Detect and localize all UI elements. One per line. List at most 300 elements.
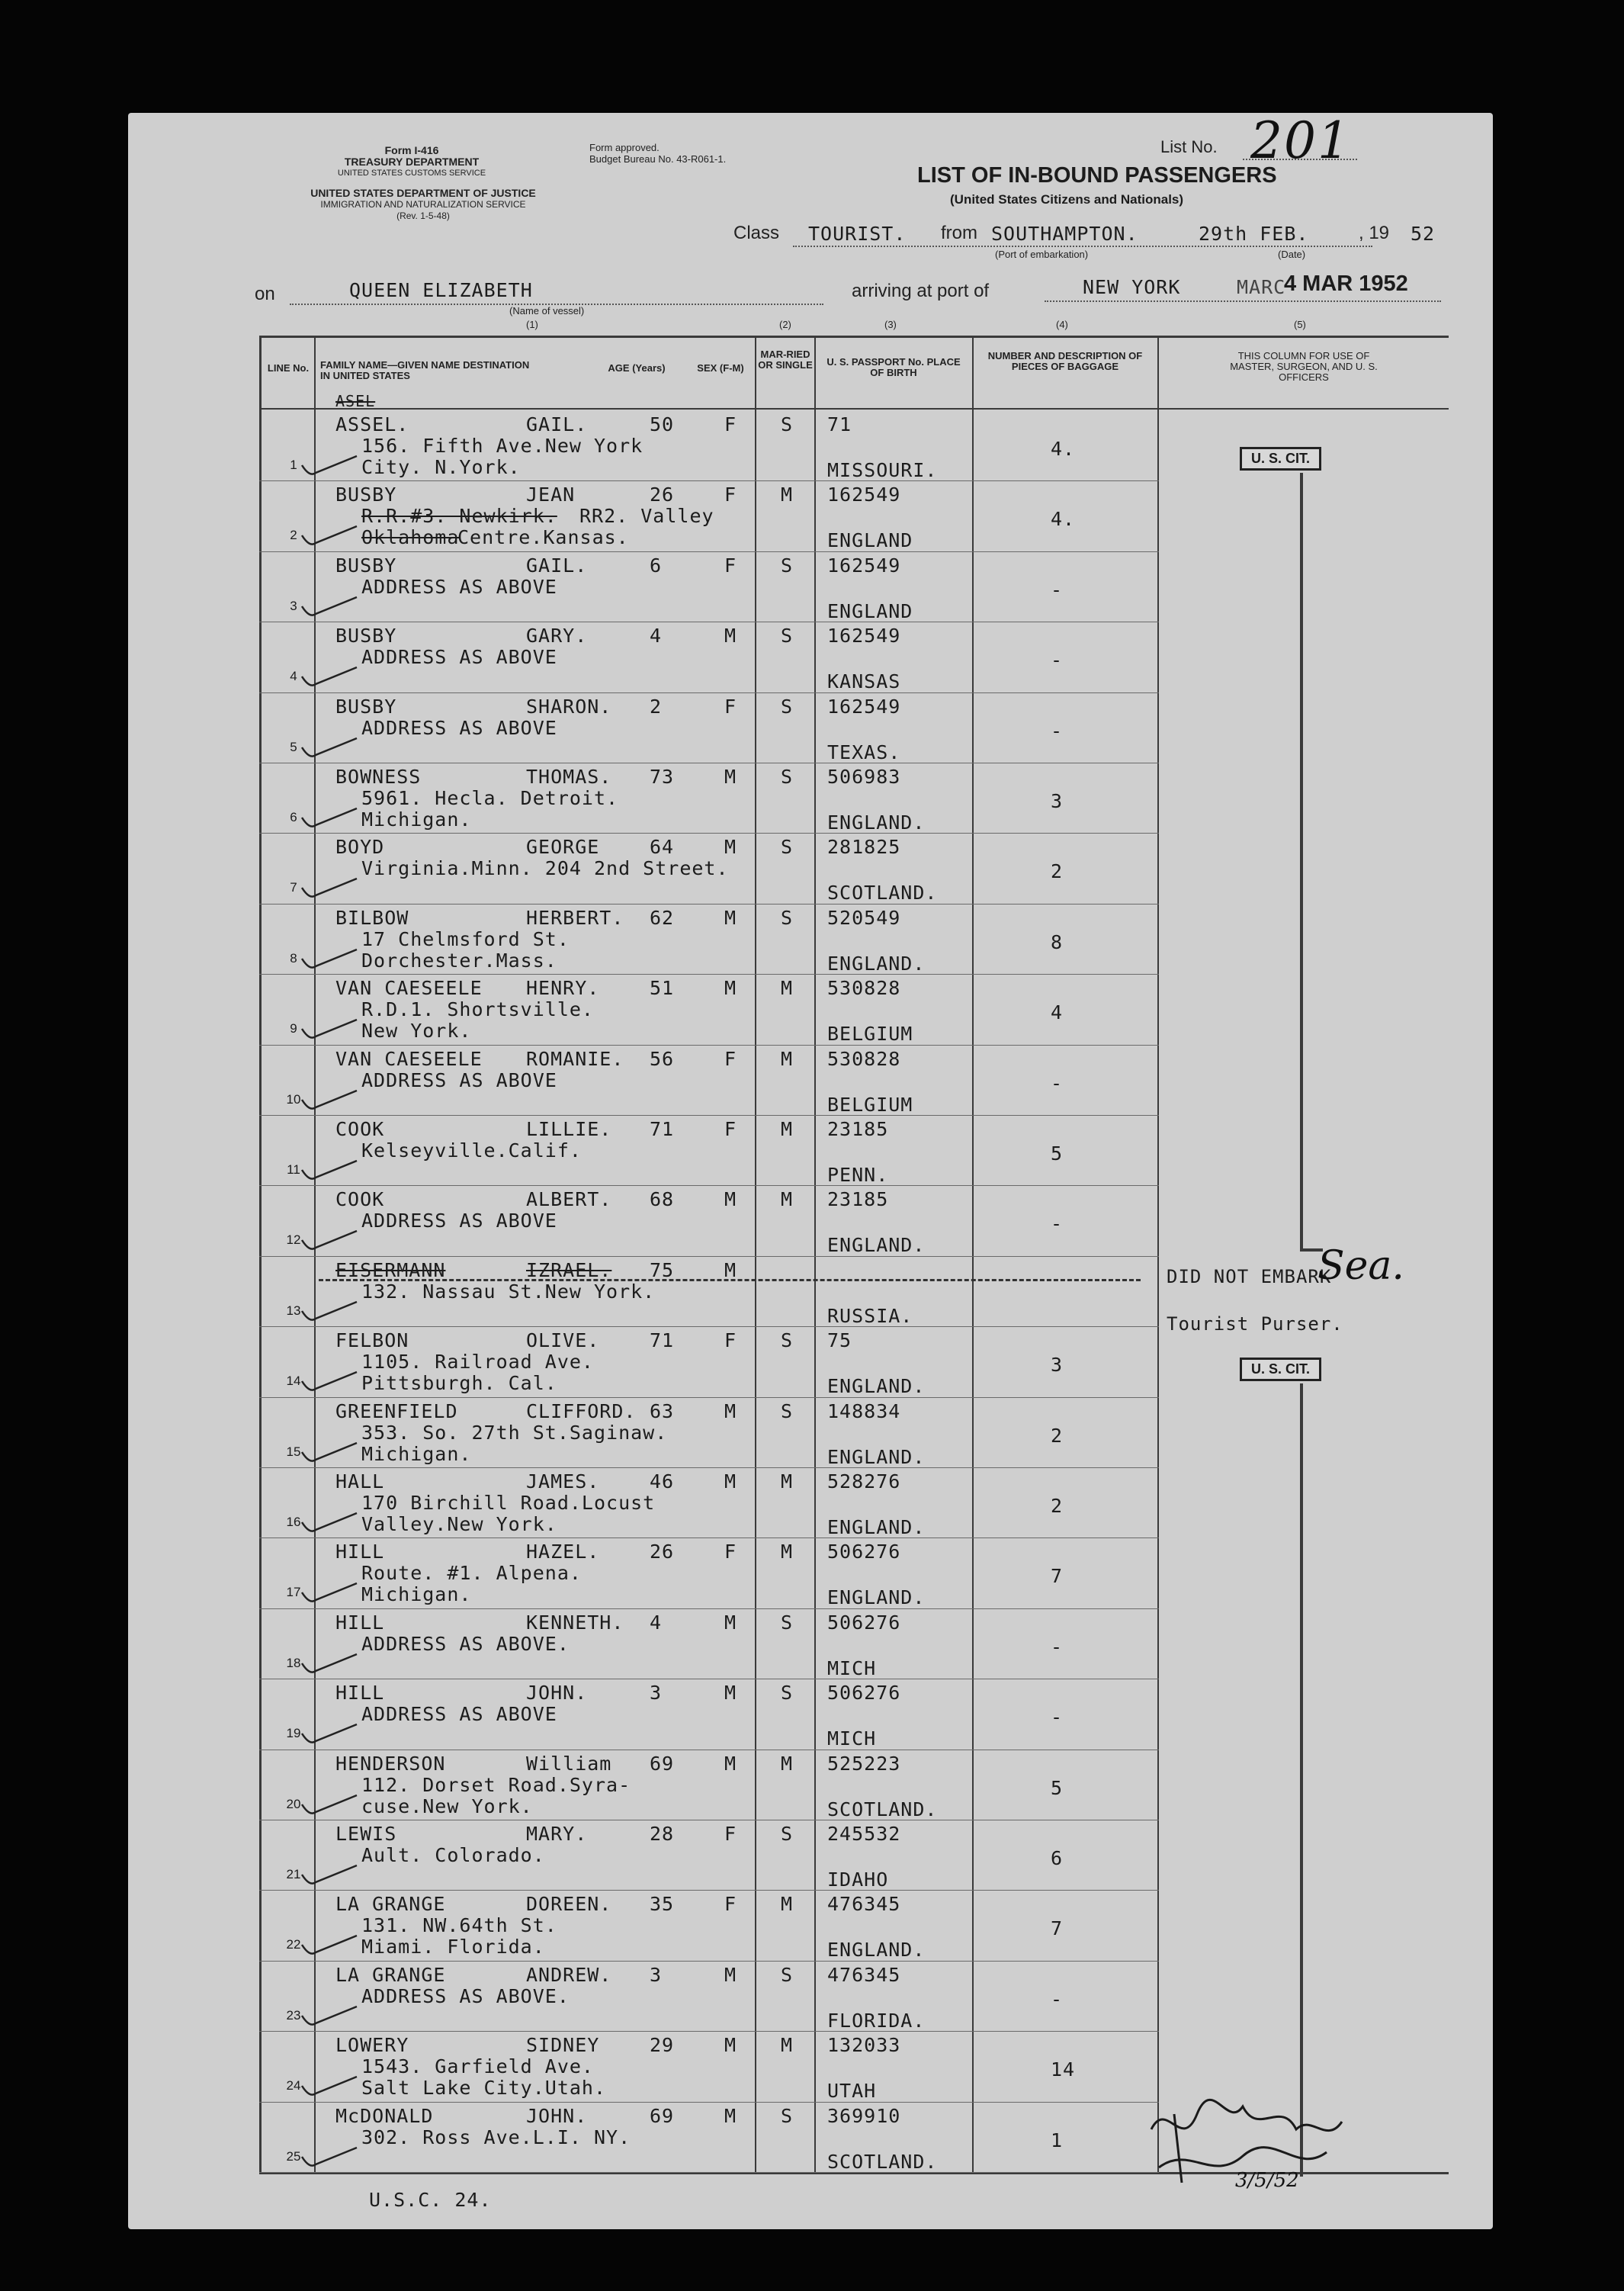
family-name: BUSBY [335, 695, 397, 718]
us-citizen-stamp-2: U. S. CIT. [1240, 1358, 1321, 1381]
line-number: 13 [286, 1303, 301, 1318]
row-rule [259, 1185, 1159, 1186]
family-name: VAN CAESEELE [335, 977, 483, 1000]
sex: M [724, 2034, 737, 2057]
address-line-1: 170 Birchill Road.Locust [361, 1492, 656, 1514]
check-mark-icon [299, 1720, 360, 1750]
age: 75 [650, 1258, 675, 1281]
list-no-line [1243, 159, 1357, 160]
bleed-through-text [1144, 1594, 1148, 1616]
passport-number: 162549 [827, 484, 901, 506]
line-number: 20 [286, 1796, 301, 1811]
place-of-birth: BELGIUM [827, 1023, 913, 1046]
age: 2 [650, 695, 663, 718]
address-line-1: ADDRESS AS ABOVE [361, 646, 557, 669]
check-mark-icon [299, 1791, 360, 1821]
baggage-count: - [1051, 1635, 1064, 1658]
family-name: LEWIS [335, 1823, 397, 1845]
place-of-birth: SCOTLAND. [827, 2150, 938, 2173]
place-of-birth: MICH [827, 1727, 877, 1750]
line-number: 4 [290, 669, 297, 684]
port-caption: (Port of embarkation) [995, 249, 1089, 260]
age: 28 [650, 1823, 675, 1845]
age: 64 [650, 836, 675, 859]
baggage-count: - [1051, 1213, 1064, 1235]
form-id: Form I-416 [384, 144, 439, 156]
class-line [793, 246, 1372, 247]
address-line-1: ADDRESS AS ABOVE. [361, 1984, 570, 2007]
document-title: LIST OF IN-BOUND PASSENGERS [917, 163, 1277, 188]
passport-number: 132033 [827, 2034, 901, 2057]
check-mark-icon [299, 2143, 360, 2174]
family-name: HALL [335, 1470, 385, 1493]
baggage-count: 4 [1051, 1001, 1064, 1024]
line-number: 21 [286, 1867, 301, 1881]
place-of-birth: RUSSIA. [827, 1304, 913, 1327]
marital-status: S [781, 836, 794, 859]
given-name: DOREEN. [526, 1893, 612, 1916]
form-approval [589, 142, 726, 165]
line-number: 8 [290, 950, 297, 966]
baggage-count: 7 [1051, 1565, 1064, 1588]
baggage-count: - [1051, 578, 1064, 601]
check-mark-icon [299, 1509, 360, 1539]
passport-number: 75 [827, 1329, 852, 1352]
baggage-count: 5 [1051, 1776, 1064, 1799]
given-name: SHARON. [526, 695, 612, 718]
check-mark-icon [299, 1861, 360, 1891]
struck-address: Oklahoma [361, 526, 460, 549]
age: 26 [650, 484, 675, 506]
address-line-2: Michigan. [361, 808, 472, 831]
row-rule [259, 1467, 1159, 1468]
arrival-month: MARC [1237, 276, 1286, 298]
marital-status: M [781, 1047, 794, 1070]
place-of-birth: TEXAS. [827, 741, 901, 763]
marital-status: S [781, 1611, 794, 1634]
marital-status: M [781, 1541, 794, 1563]
baggage-count: 2 [1051, 1424, 1064, 1447]
form-header-justice [252, 188, 595, 222]
line-number: 2 [290, 528, 297, 543]
baggage-count: 4. [1051, 438, 1076, 460]
check-mark-icon [299, 1226, 360, 1257]
struck-address: R.R.#3. Newkirk. [361, 505, 557, 528]
marital-status: M [781, 1752, 794, 1775]
vessel-name: QUEEN ELIZABETH [349, 279, 533, 301]
place-of-birth: UTAH [827, 2080, 877, 2103]
row-rule [259, 551, 1159, 552]
sex: M [724, 1682, 737, 1705]
tourist-purser-note: Tourist Purser. [1167, 1313, 1343, 1335]
passport-number: 23185 [827, 1188, 889, 1211]
address-line-1: ADDRESS AS ABOVE [361, 1703, 557, 1726]
marital-status: S [781, 1399, 794, 1422]
baggage-count: - [1051, 649, 1064, 672]
baggage-count: 2 [1051, 1495, 1064, 1517]
address-line-2: Michigan. [361, 1442, 472, 1465]
row-rule [259, 1045, 1159, 1046]
family-name: BUSBY [335, 554, 397, 577]
age: 71 [650, 1329, 675, 1352]
family-name: HILL [335, 1682, 385, 1705]
row-rule [259, 1890, 1159, 1891]
passport-number: 476345 [827, 1963, 901, 1986]
arriving-label: arriving at port of [852, 281, 990, 301]
check-mark-icon [299, 1367, 360, 1398]
check-mark-icon [299, 1931, 360, 1962]
sex: F [724, 695, 737, 718]
baggage-count: 2 [1051, 860, 1064, 883]
marital-status: S [781, 1963, 794, 1986]
place-of-birth: ENGLAND. [827, 1939, 926, 1962]
age: 6 [650, 554, 663, 577]
line-number: 7 [290, 880, 297, 895]
passport-number: 71 [827, 413, 852, 435]
customs-service: UNITED STATES CUSTOMS SERVICE [337, 169, 486, 178]
vessel-col-num: (1) [526, 319, 538, 330]
col-header-sex: SEX (F-M) [697, 362, 744, 374]
class-label: Class [733, 223, 780, 243]
baggage-count: - [1051, 1706, 1064, 1729]
did-not-embark-note: DID NOT EMBARK [1167, 1266, 1332, 1287]
line-number: 9 [290, 1021, 297, 1036]
check-mark-icon [299, 663, 360, 693]
sex: M [724, 1188, 737, 1211]
family-name: GREENFIELD [335, 1399, 458, 1422]
check-mark-icon [299, 1297, 360, 1328]
check-mark-icon [299, 1086, 360, 1117]
address-line-1: Route. #1. Alpena. [361, 1562, 582, 1585]
ins-service: IMMIGRATION AND NATURALIZATION SERVICE [320, 199, 526, 210]
marital-status: S [781, 1682, 794, 1705]
list-no-value: 201 [1250, 111, 1351, 170]
age: 73 [650, 766, 675, 788]
family-name: LA GRANGE [335, 1893, 446, 1916]
sex: F [724, 484, 737, 506]
place-of-birth: PENN. [827, 1164, 889, 1186]
marital-status: S [781, 625, 794, 647]
passport-number: 530828 [827, 977, 901, 1000]
sex: F [724, 1047, 737, 1070]
baggage-count: 5 [1051, 1142, 1064, 1165]
passport-number: 506983 [827, 766, 901, 788]
year-prefix: , 19 [1359, 223, 1390, 243]
row-rule [259, 1397, 1159, 1398]
check-mark-icon [299, 522, 360, 552]
col-header-line-no: LINE No. [267, 362, 310, 374]
port-of-embarkation: SOUTHAMPTON. [991, 223, 1138, 245]
row-rule [259, 2172, 1159, 2173]
passport-number: 162549 [827, 695, 901, 718]
given-name: GEORGE [526, 836, 600, 859]
on-label: on [255, 284, 275, 304]
struck-name: ASEL [335, 392, 376, 410]
sex: F [724, 1541, 737, 1563]
check-mark-icon [299, 593, 360, 623]
line-number: 11 [287, 1162, 300, 1177]
budget-bureau: Budget Bureau No. 43-R061-1. [589, 153, 727, 165]
place-of-birth: SCOTLAND. [827, 882, 938, 905]
col-num-4: (4) [1056, 319, 1068, 330]
passport-number: 530828 [827, 1047, 901, 1070]
family-name: FELBON [335, 1329, 409, 1352]
row-rule [259, 1326, 1159, 1327]
given-name: William [526, 1752, 612, 1775]
col-rule [814, 336, 816, 2174]
line-number: 23 [286, 2007, 301, 2023]
address-line-1: 302. Ross Ave.L.I. NY. [361, 2126, 631, 2148]
marital-status: S [781, 1329, 794, 1352]
address-line-1: 112. Dorset Road.Syra- [361, 1773, 631, 1796]
line-number: 6 [290, 810, 297, 824]
age: 4 [650, 625, 663, 647]
handwritten-initials: Sea. [1317, 1243, 1404, 1289]
baggage-count: 1 [1051, 2129, 1064, 2151]
baggage-count: - [1051, 1072, 1064, 1094]
age: 35 [650, 1893, 675, 1916]
check-mark-icon [299, 945, 360, 975]
age: 29 [650, 2034, 675, 2057]
line-number: 3 [290, 598, 297, 613]
passport-number: 281825 [827, 836, 901, 859]
given-name: IZRAEL. [526, 1258, 612, 1281]
place-of-birth: FLORIDA. [827, 2009, 926, 2032]
passport-number: 162549 [827, 554, 901, 577]
age: 71 [650, 1118, 675, 1140]
form-header-left [320, 145, 503, 179]
given-name: HAZEL. [526, 1541, 600, 1563]
sex: M [724, 625, 737, 647]
family-name: BUSBY [335, 625, 397, 647]
footer-code: U.S.C. 24. [369, 2189, 492, 2211]
check-mark-icon [299, 1650, 360, 1680]
given-name: HENRY. [526, 977, 600, 1000]
table-header-rule [259, 408, 1449, 410]
check-mark-icon [299, 804, 360, 834]
from-label: from [941, 223, 977, 243]
date-caption: (Date) [1278, 249, 1306, 260]
line-number: 18 [286, 1655, 301, 1670]
address-line-2: Dorchester.Mass. [361, 949, 557, 972]
table-left-rule [259, 336, 262, 2174]
line-number: 25 [286, 2148, 301, 2164]
list-no-label: List No. [1160, 137, 1218, 156]
marital-status: M [781, 1893, 794, 1916]
family-name: EISERMANN [335, 1258, 446, 1281]
line-number: 24 [286, 2078, 301, 2093]
address-line-1: ADDRESS AS ABOVE [361, 575, 557, 598]
row-rule [259, 974, 1159, 975]
col-rule [1157, 336, 1159, 2174]
row-rule [259, 1608, 1159, 1609]
year-value: 52 [1411, 223, 1436, 245]
check-mark-icon [299, 2072, 360, 2103]
family-name: COOK [335, 1188, 385, 1211]
sex: F [724, 1823, 737, 1845]
address-line-2: Michigan. [361, 1583, 472, 1606]
sex: M [724, 1963, 737, 1986]
place-of-birth: ENGLAND. [827, 1375, 926, 1398]
age: 50 [650, 413, 675, 435]
address-line-2: Centre.Kansas. [457, 526, 629, 549]
line-number: 19 [286, 1726, 301, 1741]
col-num-3: (3) [884, 319, 897, 330]
row-rule [259, 1256, 1159, 1257]
col-header-age: AGE (Years) [608, 362, 666, 374]
marital-status: S [781, 695, 794, 718]
given-name: ALBERT. [526, 1188, 612, 1211]
marital-status: S [781, 2104, 794, 2127]
address-line-1: ADDRESS AS ABOVE [361, 716, 557, 739]
col-header-baggage: NUMBER AND DESCRIPTION OF PIECES OF BAGGAGE [987, 350, 1143, 372]
given-name: JOHN. [526, 2104, 588, 2127]
address-line-1: RR2. Valley [579, 505, 714, 528]
baggage-count: 14 [1051, 2058, 1076, 2081]
passport-number: 506276 [827, 1541, 901, 1563]
arrival-line [1045, 300, 1441, 302]
col-header-officers: THIS COLUMN FOR USE OF MASTER, SURGEON, AND U. S. OFFICERS [1230, 350, 1378, 383]
check-mark-icon [299, 1015, 360, 1046]
baggage-count: 6 [1051, 1847, 1064, 1869]
marital-status: M [781, 2034, 794, 2057]
marital-status: M [781, 484, 794, 506]
marital-status: M [781, 1470, 794, 1493]
place-of-birth: ENGLAND. [827, 1445, 926, 1468]
place-of-birth: ENGLAND [827, 599, 913, 622]
age: 69 [650, 1752, 675, 1775]
address-line-1: 1543. Garfield Ave. [361, 2055, 594, 2078]
place-of-birth: ENGLAND. [827, 952, 926, 975]
address-line-2: City. N.York. [361, 456, 521, 478]
age: 3 [650, 1682, 663, 1705]
marital-status: S [781, 906, 794, 929]
sex: M [724, 766, 737, 788]
address-line-2: Miami. Florida. [361, 1936, 545, 1958]
marital-status: S [781, 554, 794, 577]
line-number: 15 [286, 1444, 301, 1459]
check-mark-icon [299, 1156, 360, 1187]
family-name: VAN CAESEELE [335, 1047, 483, 1070]
check-mark-icon [299, 1579, 360, 1609]
class-value: TOURIST. [808, 223, 907, 245]
family-name: HILL [335, 1541, 385, 1563]
family-name: ASSEL. [335, 413, 409, 435]
row-rule [259, 833, 1159, 834]
given-name: JAMES. [526, 1470, 600, 1493]
bracket-line-2 [1300, 1383, 1303, 2177]
sex: M [724, 906, 737, 929]
age: 68 [650, 1188, 675, 1211]
given-name: JEAN [526, 484, 576, 506]
document-subtitle: (United States Citizens and Nationals) [950, 192, 1184, 207]
arrival-port: NEW YORK [1083, 276, 1181, 298]
marital-status: M [781, 1118, 794, 1140]
sex: M [724, 836, 737, 859]
passport-number: 528276 [827, 1470, 901, 1493]
line-number: 10 [286, 1091, 301, 1107]
address-line-2: Valley.New York. [361, 1513, 557, 1535]
family-name: BUSBY [335, 484, 397, 506]
given-name: JOHN. [526, 1682, 588, 1705]
check-mark-icon [299, 874, 360, 905]
line-number: 12 [286, 1232, 301, 1248]
family-name: BOYD [335, 836, 385, 859]
given-name: ANDREW. [526, 1963, 612, 1986]
sex: F [724, 1329, 737, 1352]
age: 3 [650, 1963, 663, 1986]
place-of-birth: ENGLAND. [827, 1586, 926, 1609]
sex: M [724, 1611, 737, 1634]
age: 26 [650, 1541, 675, 1563]
given-name: MARY. [526, 1823, 588, 1845]
line-number: 5 [290, 739, 297, 754]
age: 4 [650, 1611, 663, 1634]
table-top-rule [259, 336, 1449, 338]
passport-number: 23185 [827, 1118, 889, 1140]
family-name: HILL [335, 1611, 385, 1634]
address-line-1: 132. Nassau St.New York. [361, 1280, 656, 1303]
sex: M [724, 1752, 737, 1775]
place-of-birth: BELGIUM [827, 1093, 913, 1116]
family-name: McDONALD [335, 2104, 434, 2127]
sex: M [724, 1399, 737, 1422]
baggage-count: 7 [1051, 1917, 1064, 1940]
sex: F [724, 413, 737, 435]
age: 69 [650, 2104, 675, 2127]
col-header-married: MAR-RIED OR SINGLE [758, 349, 813, 371]
row-rule [259, 904, 1159, 905]
justice-dept: UNITED STATES DEPARTMENT OF JUSTICE [310, 187, 536, 199]
address-line-1: 131. NW.64th St. [361, 1914, 557, 1937]
treasury-dept: TREASURY DEPARTMENT [344, 156, 480, 168]
marital-status: M [781, 977, 794, 1000]
given-name: OLIVE. [526, 1329, 600, 1352]
age: 62 [650, 906, 675, 929]
check-mark-icon [299, 451, 360, 482]
signature-date: 3/5/52 [1235, 2169, 1299, 2192]
marital-status: S [781, 766, 794, 788]
col-num-5: (5) [1294, 319, 1306, 330]
address-line-1: ADDRESS AS ABOVE [361, 1068, 557, 1091]
passport-number: 148834 [827, 1399, 901, 1422]
passport-number: 162549 [827, 625, 901, 647]
baggage-count: 8 [1051, 930, 1064, 953]
baggage-count: 3 [1051, 1354, 1064, 1377]
place-of-birth: SCOTLAND. [827, 1798, 938, 1820]
place-of-birth: MICH [827, 1656, 877, 1679]
col-header-passport: U. S. PASSPORT No. PLACE OF BIRTH [826, 356, 961, 378]
place-of-birth: IDAHO [827, 1868, 889, 1891]
marital-status: M [781, 1188, 794, 1211]
line-number: 14 [286, 1374, 301, 1389]
arrival-date-stamp: 4 MAR 1952 [1284, 272, 1408, 296]
place-of-birth: ENGLAND. [827, 1516, 926, 1538]
given-name: LILLIE. [526, 1118, 612, 1140]
check-mark-icon [299, 1438, 360, 1469]
age: 56 [650, 1047, 675, 1070]
sex: F [724, 1118, 737, 1140]
sex: M [724, 2104, 737, 2127]
address-line-1: ADDRESS AS ABOVE. [361, 1632, 570, 1655]
sex: M [724, 977, 737, 1000]
given-name: GAIL. [526, 413, 588, 435]
row-rule [259, 692, 1159, 693]
address-line-1: 353. So. 27th St.Saginaw. [361, 1421, 668, 1444]
given-name: GARY. [526, 625, 588, 647]
address-line-1: R.D.1. Shortsville. [361, 998, 594, 1021]
passport-number: 245532 [827, 1823, 901, 1845]
